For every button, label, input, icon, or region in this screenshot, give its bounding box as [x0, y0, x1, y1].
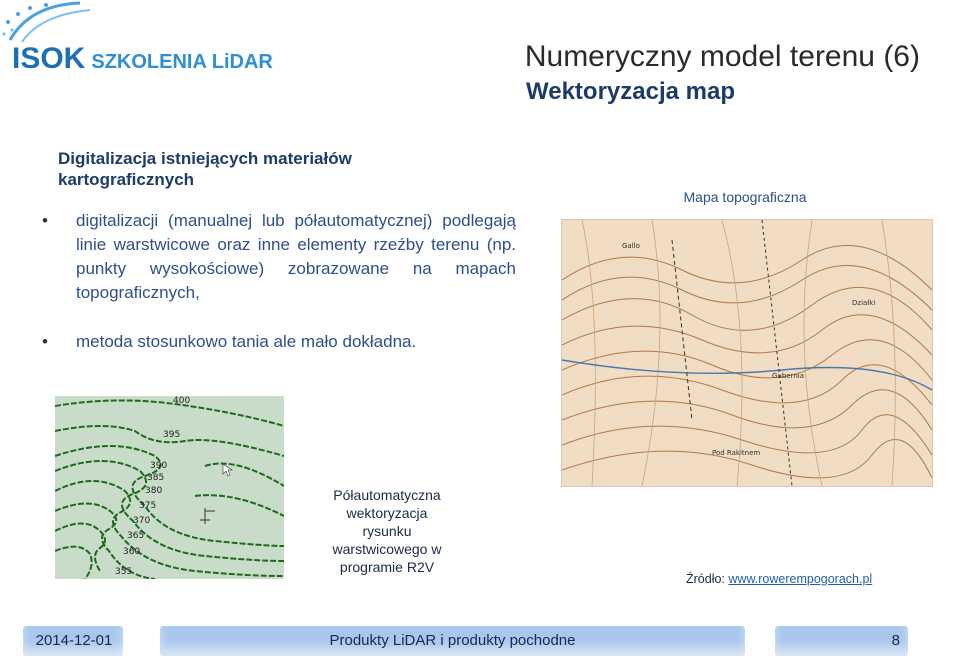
source-prefix: Źródło:	[686, 572, 729, 586]
contour-label: 380	[145, 486, 163, 496]
contour-vectorization-image	[55, 396, 284, 579]
map-label: Gubernia	[772, 372, 805, 380]
contour-label: 390	[150, 461, 168, 471]
heading-line-2: kartograficznych	[58, 170, 195, 189]
logo-isok: ISOK	[12, 42, 86, 75]
bullet-text: digitalizacji (manualnej lub półautomatycznej) podlegają linie warstwicowe oraz inne elementy rzeźby terenu (np. punkty wysokościowe) zobrazowane na mapach topograficznych,	[76, 211, 516, 302]
map-label: Pod Rakitnem	[712, 449, 761, 457]
map-label: Gallo	[622, 242, 640, 250]
caption-line: warstwicowego w	[332, 541, 442, 557]
heading-line-1: Digitalizacja istniejących materiałów	[58, 149, 352, 168]
map-caption: Mapa topograficzna	[683, 189, 807, 205]
bullet-item-2	[42, 330, 522, 360]
content-heading	[58, 148, 478, 190]
caption-line: wektoryzacja	[346, 505, 428, 521]
contour-label: 385	[147, 473, 165, 483]
bullet-text: metoda stosunkowo tania ale mało dokładna.	[76, 332, 417, 351]
isok-logo	[0, 0, 290, 90]
bullet-item-1	[42, 209, 522, 309]
map-label: Działki	[852, 299, 876, 307]
contour-label: 365	[127, 531, 145, 541]
contour-label: 360	[123, 547, 141, 557]
topographic-map-image	[561, 219, 933, 487]
source-note	[686, 572, 872, 586]
contour-label: 395	[163, 430, 181, 440]
r2v-caption	[312, 486, 462, 576]
contour-label: 400	[173, 396, 191, 406]
contour-label: 370	[133, 516, 151, 526]
contour-label: 375	[139, 501, 157, 511]
caption-line: Półautomatyczna	[333, 487, 441, 503]
bullet-dot-icon: •	[42, 332, 48, 351]
footer-date: 2014-12-01	[35, 632, 113, 649]
slide-subtitle: Wektoryzacja map	[526, 78, 735, 105]
source-link[interactable]: www.rowerempogorach.pl	[728, 572, 873, 586]
footer-product: Produkty LiDAR i produkty pochodne	[329, 632, 576, 649]
slide-title: Numeryczny model terenu (6)	[524, 40, 920, 73]
logo-subtitle: SZKOLENIA LiDAR	[91, 51, 273, 73]
logo-text	[12, 42, 273, 76]
contour-label: 355	[115, 567, 133, 577]
bullet-dot-icon: •	[42, 211, 48, 230]
caption-line: programie R2V	[339, 559, 435, 575]
footer-page-number: 8	[891, 632, 900, 649]
caption-line: rysunku	[362, 523, 412, 539]
